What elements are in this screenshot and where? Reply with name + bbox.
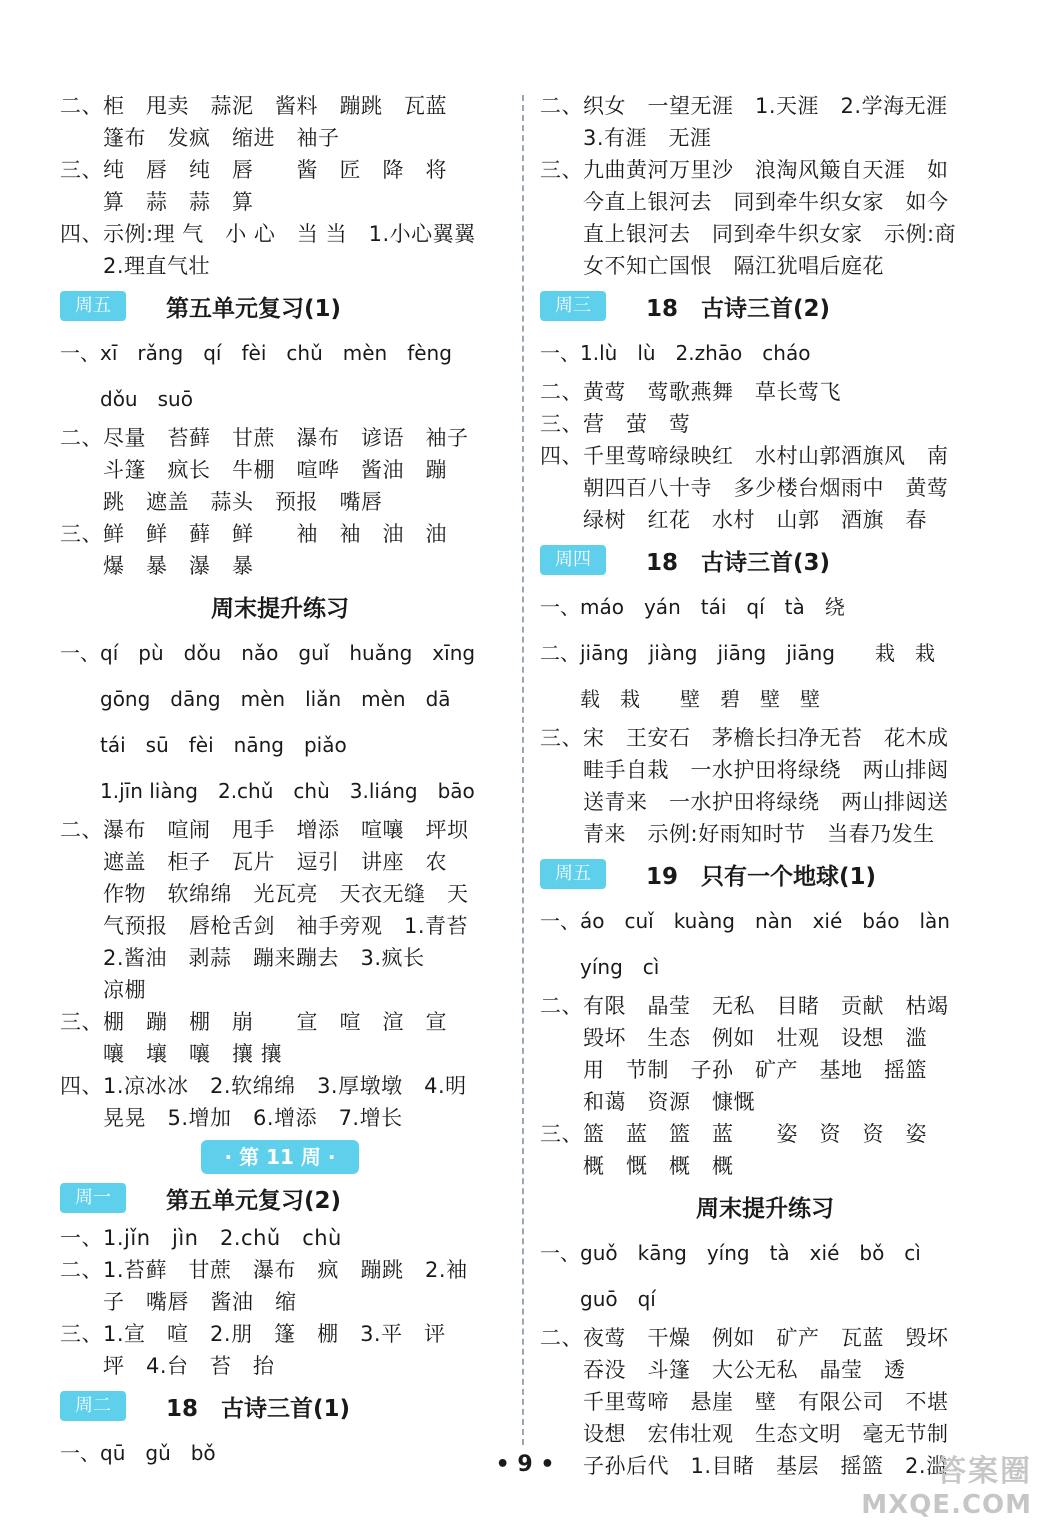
- answer-line: 坪 4.台 苔 抬: [60, 1354, 275, 1378]
- day-badge: 周五: [60, 291, 126, 321]
- right-column: [540, 90, 990, 1482]
- answer-line: 跳 遮盖 蒜头 预报 嘴唇: [60, 490, 383, 514]
- answer-line: 二、瀑布 喧闹 甩手 增添 喧嚷 坪坝: [60, 818, 469, 842]
- answer-line: 二、夜莺 干燥 例如 矿产 瓦蓝 毁坏: [540, 1326, 949, 1350]
- answer-line: 子 嘴唇 酱油 缩: [60, 1290, 297, 1314]
- pinyin-line: 载 栽 壁 碧 壁 壁: [540, 687, 820, 711]
- section-title: 第五单元复习(1): [166, 295, 342, 322]
- watermark-logo: [861, 1446, 1032, 1520]
- answer-line: 二、黄莺 莺歌燕舞 草长莺飞: [540, 380, 841, 404]
- answer-line: 二、有限 晶莹 无私 目睹 贡献 枯竭: [540, 994, 949, 1018]
- section-heading: [540, 1186, 990, 1226]
- section-heading: [540, 540, 990, 580]
- week-badge: · 第 11 周 ·: [201, 1140, 360, 1174]
- answer-line: 送青来 一水护田将绿绕 两山排闼送: [540, 790, 949, 814]
- left-column: [60, 90, 500, 1476]
- day-badge: 周二: [60, 1391, 126, 1421]
- answer-line: 2.理直气壮: [60, 254, 211, 278]
- pinyin-line: 1.jīn liàng 2.chǔ chù 3.liáng bāo: [60, 779, 475, 803]
- answer-line: 一、1.jǐn jìn 2.chǔ chù: [60, 1226, 342, 1250]
- section-title: 18 古诗三首(2): [646, 295, 831, 322]
- answer-line: 二、尽量 苔藓 甘蔗 瀑布 谚语 袖子: [60, 426, 469, 450]
- answer-line: 朝四百八十寺 多少楼台烟雨中 黄莺: [540, 476, 949, 500]
- section-title: 18 古诗三首(1): [166, 1395, 351, 1422]
- answer-line: 三、鲜 鲜 藓 鲜 袖 袖 油 油: [60, 522, 447, 546]
- answer-line: 千里莺啼 悬崖 壁 有限公司 不堪: [540, 1390, 949, 1414]
- answer-line: 用 节制 子孙 矿产 基地 摇篮: [540, 1058, 927, 1082]
- answers-block: [540, 990, 990, 1182]
- answer-line: 设想 宏伟壮观 生态文明 毫无节制: [540, 1422, 949, 1446]
- pinyin-block: [60, 330, 500, 422]
- answer-line: 四、1.凉冰冰 2.软绵绵 3.厚墩墩 4.明: [60, 1074, 467, 1098]
- answer-line: 四、示例:理 气 小 心 当 当 1.小心翼翼: [60, 222, 476, 246]
- answer-line: 篷布 发疯 缩进 袖子: [60, 126, 340, 150]
- pinyin-block: [540, 898, 990, 990]
- answer-line: 三、九曲黄河万里沙 浪淘风簸自天涯 如: [540, 158, 949, 182]
- answer-line: 三、纯 唇 纯 唇 酱 匠 降 将: [60, 158, 447, 182]
- answer-line: 气预报 唇枪舌剑 袖手旁观 1.青苔: [60, 914, 469, 938]
- pinyin-line: 一、guǒ kāng yíng tà xié bǒ cì: [540, 1241, 921, 1265]
- section-title: 18 古诗三首(3): [646, 549, 831, 576]
- pinyin-block: [60, 630, 500, 814]
- answer-line: 三、宋 王安石 茅檐长扫净无苔 花木成: [540, 726, 949, 750]
- answers-block: [60, 422, 500, 582]
- answer-line: 直上银河去 同到牵牛织女家 示例:商: [540, 222, 957, 246]
- pinyin-line: gōng dāng mèn liǎn mèn dā: [60, 687, 451, 711]
- pinyin-line: dǒu suō: [60, 387, 193, 411]
- answer-line: 绿树 红花 水村 山郭 酒旗 春: [540, 508, 927, 532]
- section-heading: [60, 586, 500, 626]
- pinyin-line: 二、jiāng jiàng jiāng jiāng 栽 栽: [540, 641, 935, 665]
- pinyin-line: 一、qū gǔ bǒ: [60, 1441, 216, 1465]
- section-heading: [60, 1386, 500, 1426]
- answer-line: 三、棚 蹦 棚 崩 宣 喧 渲 宣: [60, 1010, 447, 1034]
- answer-line: 吞没 斗篷 大公无私 晶莹 透: [540, 1358, 906, 1382]
- answer-line: 作物 软绵绵 光瓦亮 天衣无缝 天: [60, 882, 469, 906]
- answers-block: [60, 1222, 500, 1382]
- section-heading: [60, 1178, 500, 1218]
- watermark-url: MXQE.COM: [861, 1490, 1032, 1520]
- answer-line: 三、篮 蓝 篮 蓝 姿 资 资 姿: [540, 1122, 927, 1146]
- week-bar: [60, 1140, 500, 1174]
- answer-line: 3.有涯 无涯: [540, 126, 712, 150]
- section-title: 周末提升练习: [696, 1195, 834, 1222]
- answer-line: 2.酱油 剥蒜 蹦来蹦去 3.疯长: [60, 946, 425, 970]
- answer-line: 概 慨 概 概: [540, 1154, 734, 1178]
- answer-line: 三、营 萤 莺: [540, 412, 691, 436]
- answer-line: 三、1.宣 喧 2.朋 篷 棚 3.平 评: [60, 1322, 446, 1346]
- pinyin-block: [540, 584, 990, 722]
- pinyin-block: [540, 1230, 990, 1322]
- answers-block: [60, 814, 500, 1134]
- answer-line: 畦手自栽 一水护田将绿绕 两山排闼: [540, 758, 949, 782]
- day-badge: 周五: [540, 859, 606, 889]
- pinyin-line: 一、1.lù lù 2.zhāo cháo: [540, 341, 811, 365]
- section-heading: [540, 286, 990, 326]
- pinyin-line: 一、áo cuǐ kuàng nàn xié báo làn: [540, 909, 950, 933]
- day-badge: 周三: [540, 291, 606, 321]
- pinyin-line: tái sū fèi nāng piǎo: [60, 733, 347, 757]
- answer-line: 青来 示例:好雨知时节 当春乃发生: [540, 822, 935, 846]
- answer-line: 算 蒜 蒜 算: [60, 190, 254, 214]
- answers-block: [60, 90, 500, 282]
- answer-line: 子孙后代 1.目睹 基层 摇篮 2.滥: [540, 1454, 948, 1478]
- day-badge: 周四: [540, 545, 606, 575]
- pinyin-block: [540, 330, 990, 376]
- answer-line: 凉棚: [60, 978, 146, 1002]
- pinyin-line: 一、máo yán tái qí tà 绕: [540, 595, 845, 619]
- page-number: • 9 •: [495, 1452, 555, 1477]
- section-heading: [540, 854, 990, 894]
- answer-line: 二、织女 一望无涯 1.天涯 2.学海无涯: [540, 94, 948, 118]
- answer-line: 四、千里莺啼绿映红 水村山郭酒旗风 南: [540, 444, 949, 468]
- answers-block: [540, 722, 990, 850]
- answer-line: 毁坏 生态 例如 壮观 设想 滥: [540, 1026, 927, 1050]
- answer-line: 爆 暴 瀑 暴: [60, 554, 254, 578]
- answer-line: 二、1.苔藓 甘蔗 瀑布 疯 蹦跳 2.袖: [60, 1258, 468, 1282]
- column-divider: [522, 95, 524, 1445]
- section-title: 第五单元复习(2): [166, 1187, 342, 1214]
- answer-line: 和蔼 资源 慷慨: [540, 1090, 755, 1114]
- section-heading: [60, 286, 500, 326]
- answer-line: 晃晃 5.增加 6.增添 7.增长: [60, 1106, 403, 1130]
- pinyin-line: guō qí: [540, 1287, 656, 1311]
- answer-line: 嚷 壤 嚷 攘 攘: [60, 1042, 283, 1066]
- pinyin-line: 一、qí pù dǒu nǎo guǐ huǎng xīng: [60, 641, 476, 665]
- section-title: 19 只有一个地球(1): [646, 863, 877, 890]
- pinyin-line: 一、xī rǎng qí fèi chǔ mèn fèng: [60, 341, 452, 365]
- section-title: 周末提升练习: [211, 595, 349, 622]
- answer-line: 今直上银河去 同到牵牛织女家 如今: [540, 190, 949, 214]
- pinyin-line: yíng cì: [540, 955, 660, 979]
- answer-line: 斗篷 疯长 牛棚 喧哗 酱油 蹦: [60, 458, 447, 482]
- answer-line: 二、柜 甩卖 蒜泥 酱料 蹦跳 瓦蓝: [60, 94, 447, 118]
- answer-line: 遮盖 柜子 瓦片 逗引 讲座 农: [60, 850, 447, 874]
- answers-block: [540, 90, 990, 282]
- answers-block: [540, 376, 990, 536]
- day-badge: 周一: [60, 1183, 126, 1213]
- watermark-text: 答案圈: [936, 1454, 1032, 1489]
- answer-line: 女不知亡国恨 隔江犹唱后庭花: [540, 254, 884, 278]
